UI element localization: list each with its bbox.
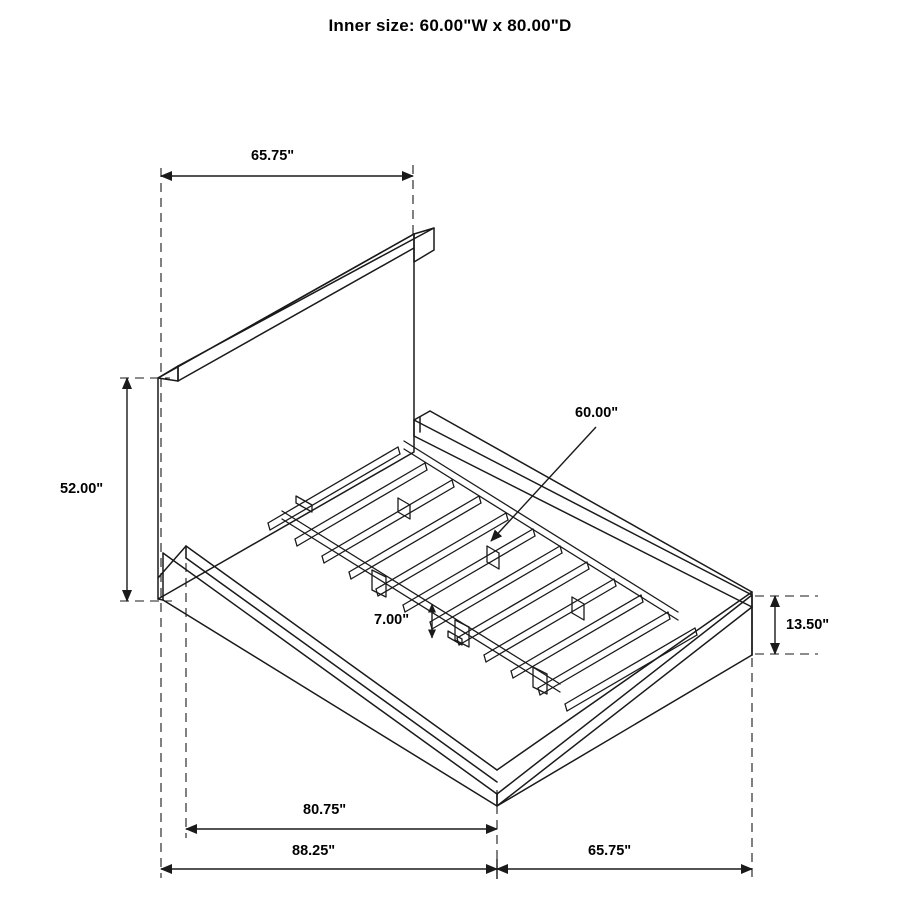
platform-base bbox=[158, 411, 752, 806]
slat-system bbox=[268, 441, 697, 711]
dim-label-overall-length: 88.25" bbox=[292, 843, 336, 859]
dim-label-slat-height: 7.00" bbox=[374, 612, 410, 628]
dim-label-slat-width: 60.00" bbox=[575, 405, 619, 421]
dim-label-rail-height: 13.50" bbox=[786, 617, 830, 633]
extension-lines bbox=[120, 165, 818, 878]
dim-label-overall-width: 65.75" bbox=[588, 843, 632, 859]
dim-slat-width-leader bbox=[491, 427, 596, 541]
dim-label-top-width: 65.75" bbox=[251, 148, 295, 164]
page-title: Inner size: 60.00"W x 80.00"D bbox=[328, 16, 572, 35]
dim-label-left-height: 52.00" bbox=[60, 481, 104, 497]
dim-label-inner-length: 80.75" bbox=[303, 802, 347, 818]
